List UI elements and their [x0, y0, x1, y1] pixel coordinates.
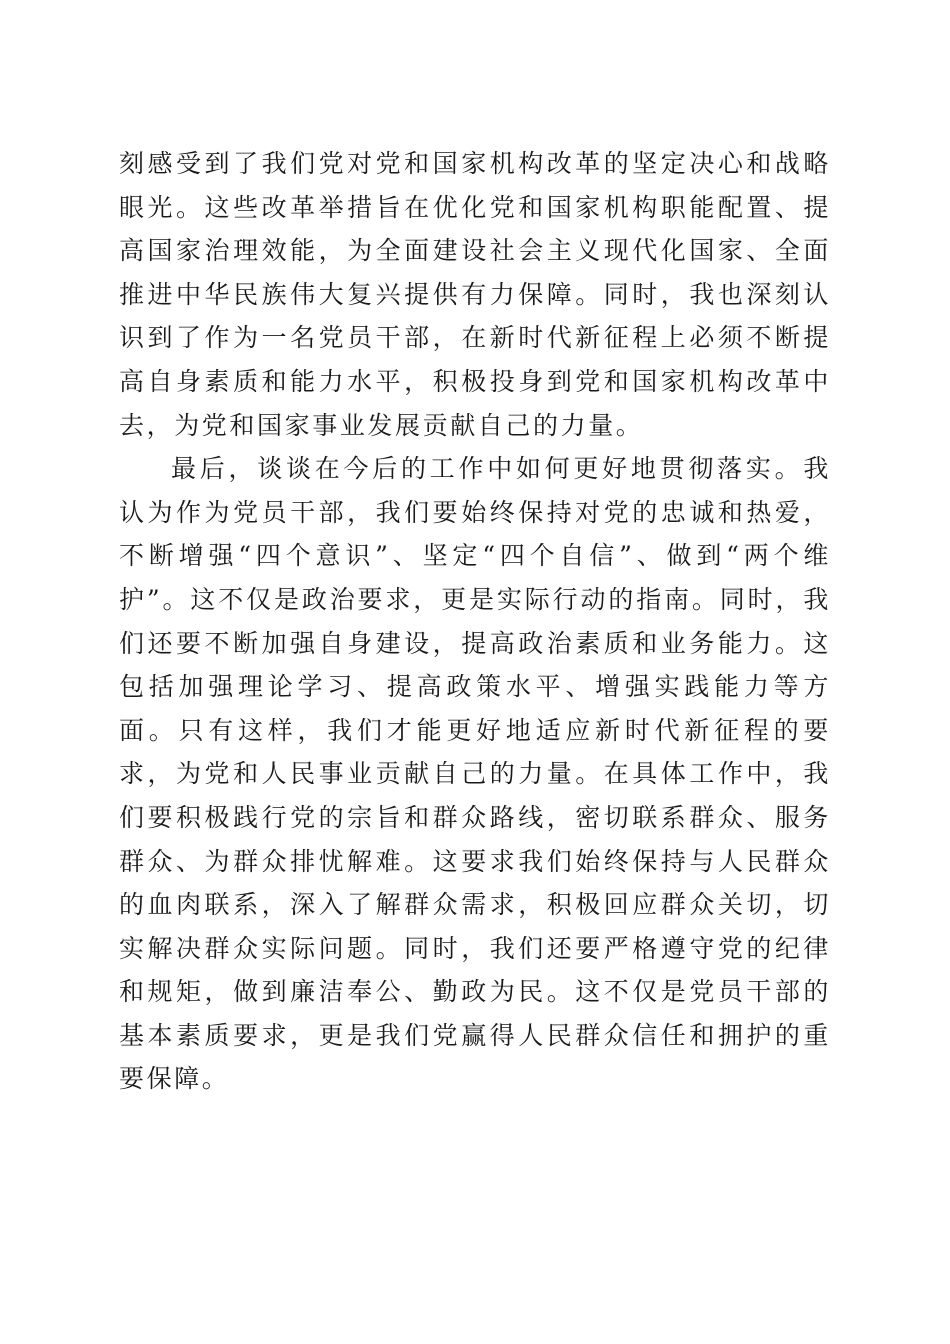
- paragraph-conclusion: 最后，谈谈在今后的工作中如何更好地贯彻落实。我认为作为党员干部，我们要始终保持对党的忠诚和热爱，不断增强“四个意识”、坚定“四个自信”、做到“两个维护”。这不仅是政治要求，更是实际行动的指南。同时，我们还要不断加强自身建设，提高政治素质和业务能力。这包括加强理论学习、提高政策水平、增强实践能力等方面。只有这样，我们才能更好地适应新时代新征程的要求，为党和人民事业贡献自己的力量。在具体工作中，我们要积极践行党的宗旨和群众路线，密切联系群众、服务群众、为群众排忧解难。这要求我们始终保持与人民群众的血肉联系，深入了解群众需求，积极回应群众关切，切实解决群众实际问题。同时，我们还要严格遵守党的纪律和规矩，做到廉洁奉公、勤政为民。这不仅是党员干部的基本素质要求，更是我们党赢得人民群众信任和拥护的重要保障。: [119, 454, 831, 1094]
- paragraph-continued: 刻感受到了我们党对党和国家机构改革的坚定决心和战略眼光。这些改革举措旨在优化党和国家机构职能配置、提高国家治理效能，为全面建设社会主义现代化国家、全面推进中华民族伟大复兴提供有力保障。同时，我也深刻认识到了作为一名党员干部，在新时代新征程上必须不断提高自身素质和能力水平，积极投身到党和国家机构改革中去，为党和国家事业发展贡献自己的力量。: [119, 149, 831, 440]
- document-body: [119, 142, 831, 1101]
